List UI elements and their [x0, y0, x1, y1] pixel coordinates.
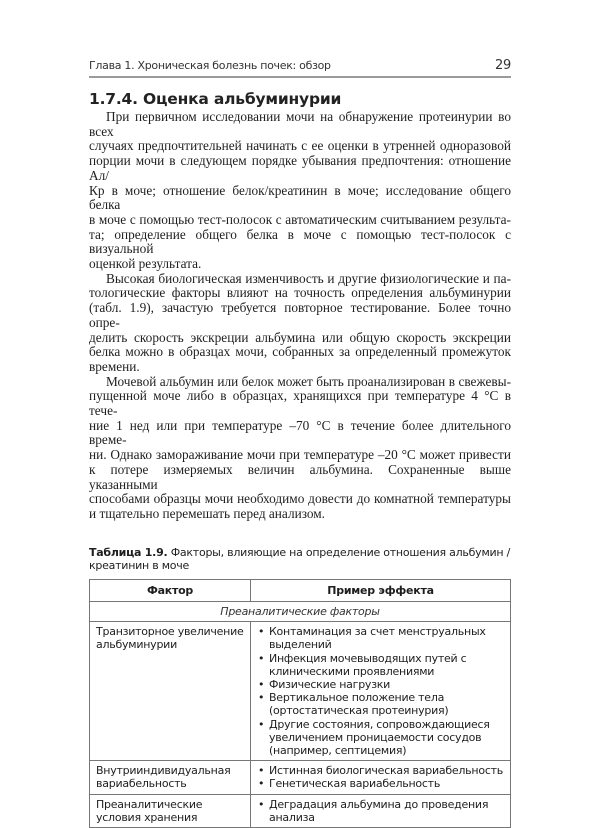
body-text	[89, 110, 511, 522]
effect-list	[257, 798, 504, 824]
page	[89, 0, 511, 828]
paragraph-line: та; определение общего белка в моче с помощью тест-полосок с визуальной	[89, 226, 511, 257]
paragraph-line: времени.	[89, 358, 140, 374]
paragraph-line: Кр в моче; отношение белок/креатинин в моче; исследование общего белка	[89, 182, 511, 213]
paragraph-line: (табл. 1.9), зачастую требуется повторное тестирование. Более точно опре-	[89, 300, 511, 330]
effect-item: • Инфекция мочевыводящих путей с клиническими проявлениями	[257, 652, 504, 678]
table-caption	[89, 546, 511, 573]
column-header-factor: Фактор	[90, 579, 251, 601]
factor-cell: Внутрииндивидуальная вариабельность	[90, 761, 251, 794]
table-row	[90, 622, 511, 761]
factors-table	[89, 579, 511, 828]
effect-item: • Вертикальное положение тела (ортостатическая протеинурия)	[257, 691, 504, 717]
page-number: 29	[495, 58, 511, 73]
chapter-title: Глава 1. Хроническая болезнь почек: обзор	[89, 59, 331, 72]
effect-item: • Контаминация за счет менструальных выделений	[257, 625, 504, 651]
column-header-effect: Пример эффекта	[251, 579, 511, 601]
paragraph-line: способами образцы мочи необходимо довести до комнатной температуры	[89, 491, 511, 507]
effect-item: • Генетическая вариабельность	[257, 777, 504, 790]
paragraph-line: Высокая биологическая изменчивость и другие физиологические и па-	[106, 270, 511, 286]
paragraph-line: При первичном исследовании мочи на обнаружение протеинурии во всех	[89, 109, 511, 139]
paragraph-line: белка можно в образцах мочи, собранных за определенный промежуток	[89, 344, 511, 360]
paragraph-line: случаях предпочтительней начинать с ее оценки в утренней одноразовой	[89, 138, 511, 154]
paragraph-line: делить скорость экскреции альбумина или общую скорость экскреции	[89, 329, 511, 345]
effect-item: • Деградация альбумина до проведения анализа	[257, 798, 504, 824]
section-title: 1.7.4. Оценка альбуминурии	[89, 90, 342, 108]
effect-item: • Истинная биологическая вариабельность	[257, 764, 504, 777]
table-row	[90, 794, 511, 827]
paragraph-line: и тщательно перемешать перед анализом.	[89, 505, 326, 521]
header-divider	[89, 76, 511, 78]
paragraph-line: ни. Однако замораживание мочи при температуре –20 °С может привести	[89, 447, 511, 463]
paragraph-line: Мочевой альбумин или белок может быть проанализирован в свежевы-	[106, 373, 511, 389]
effect-cell	[251, 794, 511, 827]
effect-cell	[251, 622, 511, 761]
table-caption-label: Таблица 1.9.	[89, 545, 168, 559]
paragraph-line: порции мочи в следующем порядке убывания предпочтения: отношение Ал/	[89, 153, 511, 183]
effect-cell	[251, 761, 511, 794]
table-header-row	[90, 579, 511, 601]
table-subheader: Преаналитические факторы	[90, 601, 511, 621]
effect-item: • Другие состояния, сопровождающиеся увеличением проницаемости сосудов (например, септицемия)	[257, 718, 504, 758]
table-caption-text: Факторы, влияющие на определение отношения альбумин / креатинин в моче	[89, 545, 511, 573]
paragraph-line: в моче с помощью тест-полосок с автоматическим считыванием результа-	[89, 211, 511, 227]
effect-item: • Физические нагрузки	[257, 678, 504, 691]
effect-list	[257, 764, 504, 790]
factor-cell: Преаналитические условия хранения	[90, 794, 251, 827]
effect-list	[257, 625, 504, 757]
paragraph-line: тологические факторы влияют на точность определения альбуминурии	[89, 285, 511, 301]
paragraph-line: пущенной моче либо в образцах, хранящихся при температуре 4 °С в тече-	[89, 388, 511, 419]
paragraph-line: ние 1 нед или при температуре –70 °С в течение более длительного време-	[89, 417, 511, 448]
factor-cell: Транзиторное увеличение альбуминурии	[90, 622, 251, 761]
table-subheader-row	[90, 601, 511, 621]
paragraph-line: к потере измеряемых величин альбумина. Сохраненные выше указанными	[89, 461, 511, 492]
running-header	[89, 58, 511, 74]
paragraph-line: оценкой результата.	[89, 256, 202, 272]
table-row	[90, 761, 511, 794]
